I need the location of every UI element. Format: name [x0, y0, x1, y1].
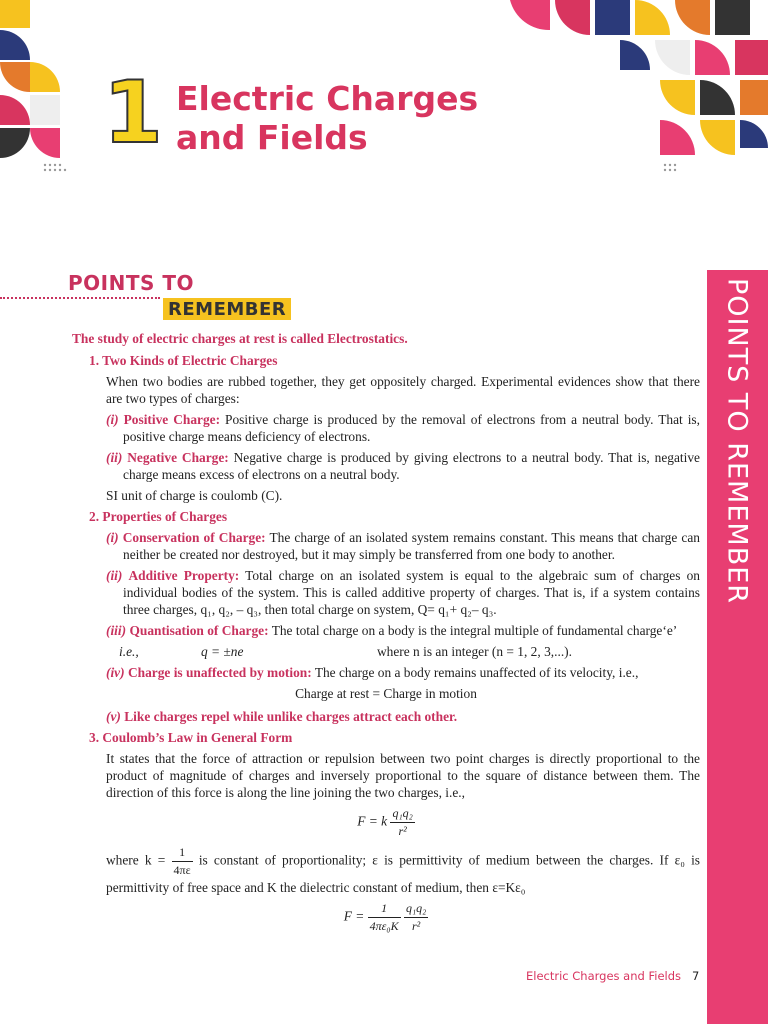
si-unit-text: SI unit of charge is coulomb (C). — [106, 488, 283, 503]
section-1-title: 1. Two Kinds of Electric Charges — [89, 353, 278, 368]
like-charges-item: (v) Like charges repel while unlike charges attract each other. — [106, 709, 458, 724]
main-content — [72, 330, 700, 939]
conservation-item: (i) Conservation of Charge: The charge of an isolated system remains constant. This means that charge can neither be created nor destroyed, but it may simply be transferred from one body to another. — [106, 530, 700, 562]
section-heading-line1: POINTS TO — [68, 271, 194, 295]
additive-item: (ii) Additive Property: Total charge on an isolated system is equal to the algebraic sum of charges on individual bodies of the system. This is called additive property of charges. That is, if a system contains three charges, q₁, q₂, – q₃, then total charge on system, Q= q₁+ q₂– q₃. — [106, 568, 700, 617]
chapter-number: 1 — [103, 63, 163, 163]
corner-decoration-left — [0, 0, 80, 185]
section-1-text: When two bodies are rubbed together, they get oppositely charged. Experimental evidences show that there are two types of charges: — [106, 374, 700, 406]
section-heading-line2: REMEMBER — [163, 298, 291, 320]
motion-equation: Charge at rest = Charge in motion — [295, 686, 477, 701]
coulomb-formula: F = k $\frac{\text{q₁q₂}}{\text{r²}}$ — [357, 806, 413, 838]
quantisation-equation: i.e., q = ±ne where n is an integer (n = 1, 2, 3,...). — [119, 644, 572, 659]
section-2-title: 2. Properties of Charges — [89, 509, 228, 524]
intro-statement: The study of electric charges at rest is called Electrostatics. — [72, 331, 408, 346]
page-number: 7 — [692, 969, 700, 983]
footer-chapter-label: Electric Charges and Fields — [526, 969, 682, 983]
positive-charge-item: (i) Positive Charge: Positive charge is produced by the removal of electrons from a neutral body. That is, positive charge means deficiency of electrons. — [106, 412, 700, 444]
chapter-title: Electric Charges and Fields — [176, 79, 479, 157]
heading-dotted-rule — [0, 297, 160, 299]
coulomb-formula-medium: F = $\frac{1}{\text{4πε₀K}}$ $\frac{\text{q₁q₂}}{\text{r²}}$ — [343, 901, 427, 933]
quantisation-item: (iii) Quantisation of Charge: The total charge on a body is the integral multiple of fundamental charge‘e’ — [106, 623, 678, 638]
motion-item: (iv) Charge is unaffected by motion: The charge on a body remains unaffected of its velocity, i.e., — [106, 665, 639, 680]
constant-text: where k = $\frac{1}{4\pi\varepsilon}$ is constant of proportionality; ε is permittivity of medium between the charges. If ε₀ is permittivity of free space and K the dielectric constant of medium, then ε=Kε₀ — [106, 845, 701, 895]
section-3-text: It states that the force of attraction or repulsion between two point charges is directly proportional to the product of magnitude of charges and inversely proportional to the square of distance between them. The direction of this force is along the line joining the two charges, i.e., — [106, 751, 700, 800]
section-3-title: 3. Coulomb’s Law in General Form — [89, 730, 293, 745]
negative-charge-item: (ii) Negative Charge: Negative charge is produced by giving electrons to a neutral body. That is, negative charge means excess of electrons on a neutral body. — [106, 450, 700, 482]
side-banner-text: POINTS TO REMEMBER — [721, 278, 753, 605]
corner-decoration-right — [500, 0, 768, 185]
